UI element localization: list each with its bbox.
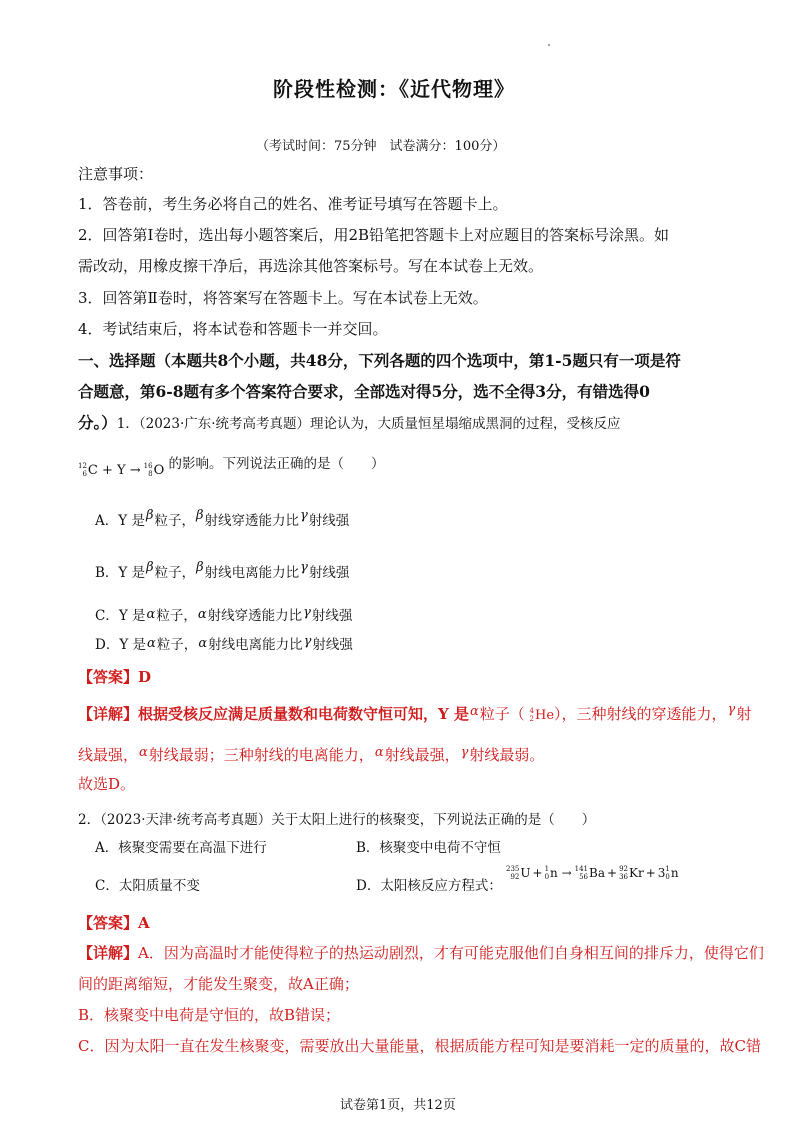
notice-heading: 注意事项： xyxy=(78,165,154,183)
alpha-symbol: α xyxy=(139,745,148,760)
section-heading-line-1: 一、选择题（本题共8个小题，共48分，下列各题的四个选项中，第1-5题只有一项是符 xyxy=(78,351,681,370)
n-mass: 1 xyxy=(544,865,550,873)
detail-text: 射 xyxy=(736,705,752,723)
q2-option-c: C．太阳质量不变 xyxy=(95,878,200,894)
notice-item-2: 2．回答第Ⅰ卷时，选出每小题答案后，用2B铅笔把答题卡上对应题目的答案标号涂黑。如 xyxy=(78,226,670,244)
detail-tag: 【详解】 xyxy=(78,705,139,723)
detail-text: A．因为高温时才能使得粒子的热运动剧烈，才有可能克服他们自身相互间的排斥力，使得它们 xyxy=(138,944,764,962)
he-mass: 4 xyxy=(529,707,534,715)
o-charge: 8 xyxy=(148,470,153,478)
q1-option-b xyxy=(95,561,349,581)
beta-symbol: β xyxy=(145,508,154,523)
option-text: 射线强 xyxy=(308,513,350,529)
option-text: 射线强 xyxy=(308,565,350,581)
option-text: 粒子， xyxy=(156,608,197,624)
c-charge: 6 xyxy=(82,470,87,478)
page-footer: 试卷第1页，共12页 xyxy=(340,1098,456,1113)
n-coefficient: 3 xyxy=(657,866,666,880)
option-text: 射线强 xyxy=(311,608,353,624)
detail-text: 射线最弱；三种射线的电离能力， xyxy=(148,746,374,764)
plus-sign: + xyxy=(607,866,618,880)
detail-text: 射线最弱。 xyxy=(469,746,545,764)
q2-option-d xyxy=(356,874,502,894)
detail-text: 根据受核反应满足质量数和电荷数守恒可知，Y 是 xyxy=(138,705,469,723)
q1-option-d xyxy=(95,633,353,653)
ba-charge: 56 xyxy=(579,873,589,881)
q2-option-a: A．核聚变需要在高温下进行 xyxy=(95,840,267,856)
option-text: 粒子， xyxy=(156,637,198,653)
option-text: 粒子， xyxy=(154,565,196,581)
ba-mass: 141 xyxy=(574,865,589,873)
section-heading-line-3: 分。） xyxy=(78,413,117,432)
gamma-symbol: γ xyxy=(727,702,736,717)
alpha-symbol: α xyxy=(197,607,207,622)
q2-stem: 2．（2023·天津·统考高考真题）关于太阳上进行的核聚变，下列说法正确的是（ ） xyxy=(78,812,596,828)
option-text: 射线穿透能力比 xyxy=(207,608,303,624)
plus-sign: + xyxy=(532,866,543,880)
option-text: C．Y 是 xyxy=(95,608,146,624)
gamma-symbol: γ xyxy=(303,634,312,649)
beta-symbol: β xyxy=(195,508,204,523)
n-charge: 0 xyxy=(544,873,550,881)
q1-reaction xyxy=(78,462,164,478)
option-text: 粒子， xyxy=(154,513,195,529)
n-arrow: n → xyxy=(550,866,572,880)
section-heading-line-2: 合题意，第6-8题有多个答案符合要求，全部选对得5分，选不全得3分，有错选得0 xyxy=(78,382,650,401)
corner-mark xyxy=(548,44,550,46)
option-text: 射线电离能力比 xyxy=(208,637,303,653)
notice-item-4: 4．考试结束后，将本试卷和答题卡一并交回。 xyxy=(78,320,388,338)
q1-detail-line-1 xyxy=(78,703,751,729)
beta-symbol: β xyxy=(196,560,204,575)
q1-stem-2: 的影响。下列说法正确的是（ ） xyxy=(168,456,385,472)
n-symbol: n xyxy=(670,866,679,880)
kr-symbol: Kr xyxy=(628,866,644,880)
q2-equation xyxy=(506,860,679,881)
alpha-symbol: α xyxy=(146,607,156,622)
q1-answer: 【答案】D xyxy=(78,668,152,686)
gamma-symbol: γ xyxy=(460,745,469,760)
he-symbol: He xyxy=(535,707,555,723)
q2-answer: 【答案】A xyxy=(78,914,150,932)
gamma-symbol: γ xyxy=(299,508,308,523)
option-text: D．Y 是 xyxy=(95,637,147,653)
notice-item-3: 3．回答第Ⅱ卷时，将答案写在答题卡上。写在本试卷上无效。 xyxy=(78,289,488,307)
u-charge: 92 xyxy=(510,873,520,881)
page-title: 阶段性检测：《近代物理》 xyxy=(273,77,515,101)
n-mass: 1 xyxy=(665,865,670,873)
alpha-symbol: α xyxy=(147,636,156,651)
alpha-symbol: α xyxy=(469,704,479,719)
q2-option-b: B．核聚变中电荷不守恒 xyxy=(356,840,501,856)
c-mass: 12 xyxy=(78,462,87,470)
ba-symbol: Ba xyxy=(589,866,605,880)
plus-sign: + xyxy=(645,866,656,880)
option-text: 射线强 xyxy=(312,637,353,653)
u-symbol: U xyxy=(520,866,531,880)
he-charge: 2 xyxy=(529,715,534,723)
kr-mass: 92 xyxy=(619,865,628,873)
detail-tag: 【详解】 xyxy=(78,944,139,962)
detail-text: 射线最强， xyxy=(384,746,460,764)
o-symbol: O xyxy=(153,462,165,478)
q1-detail-line-2 xyxy=(78,744,544,765)
q1-choose: 故选D。 xyxy=(78,775,136,793)
q1-option-c xyxy=(95,604,352,624)
n-charge: 0 xyxy=(665,873,670,881)
notice-item-2-cont: 需改动，用橡皮擦干净后，再选涂其他答案标号。写在本试卷上无效。 xyxy=(78,257,544,275)
q1-reaction-line xyxy=(78,452,385,478)
alpha-symbol: α xyxy=(374,745,384,760)
alpha-symbol: α xyxy=(198,636,208,651)
q2-detail-line-3: B．核聚变中电荷是守恒的，故B错误； xyxy=(78,1006,341,1024)
q1-stem: 1．（2023·广东·统考高考真题）理论认为，大质量恒星塌缩成黑洞的过程，受核反应 xyxy=(116,416,621,432)
gamma-symbol: γ xyxy=(300,560,308,575)
exam-info: （考试时间：75分钟 试卷满分：100分） xyxy=(256,139,506,154)
q1-stem-line xyxy=(78,411,621,433)
option-text: D．太阳核反应方程式： xyxy=(356,878,502,894)
detail-text: 线最强， xyxy=(78,746,139,764)
q1-option-a xyxy=(95,509,349,529)
option-text: 射线穿透能力比 xyxy=(204,513,299,529)
gamma-symbol: γ xyxy=(303,605,311,620)
kr-charge: 36 xyxy=(619,873,628,881)
beta-symbol: β xyxy=(146,560,154,575)
detail-text: ），三种射线的穿透能力， xyxy=(554,705,727,723)
o-mass: 16 xyxy=(143,462,153,470)
q2-detail-line-1 xyxy=(78,942,764,963)
option-text: A．Y 是 xyxy=(95,513,145,529)
option-text: 射线电离能力比 xyxy=(204,565,300,581)
q2-detail-line-4: C．因为太阳一直在发生核聚变，需要放出大量能量，根据质能方程可知是要消耗一定的质量的，故C错 xyxy=(78,1037,761,1055)
q2-detail-line-2: 间的距离缩短，才能发生聚变，故A正确； xyxy=(78,975,359,993)
u-mass: 235 xyxy=(506,865,520,873)
c-y-arrow: C + Y → xyxy=(87,462,141,478)
detail-text: 粒子（ xyxy=(479,705,525,723)
helium-nucleus xyxy=(530,707,555,723)
notice-item-1: 1．答卷前，考生务必将自己的姓名、准考证号填写在答题卡上。 xyxy=(78,195,508,213)
option-text: B．Y 是 xyxy=(95,565,146,581)
